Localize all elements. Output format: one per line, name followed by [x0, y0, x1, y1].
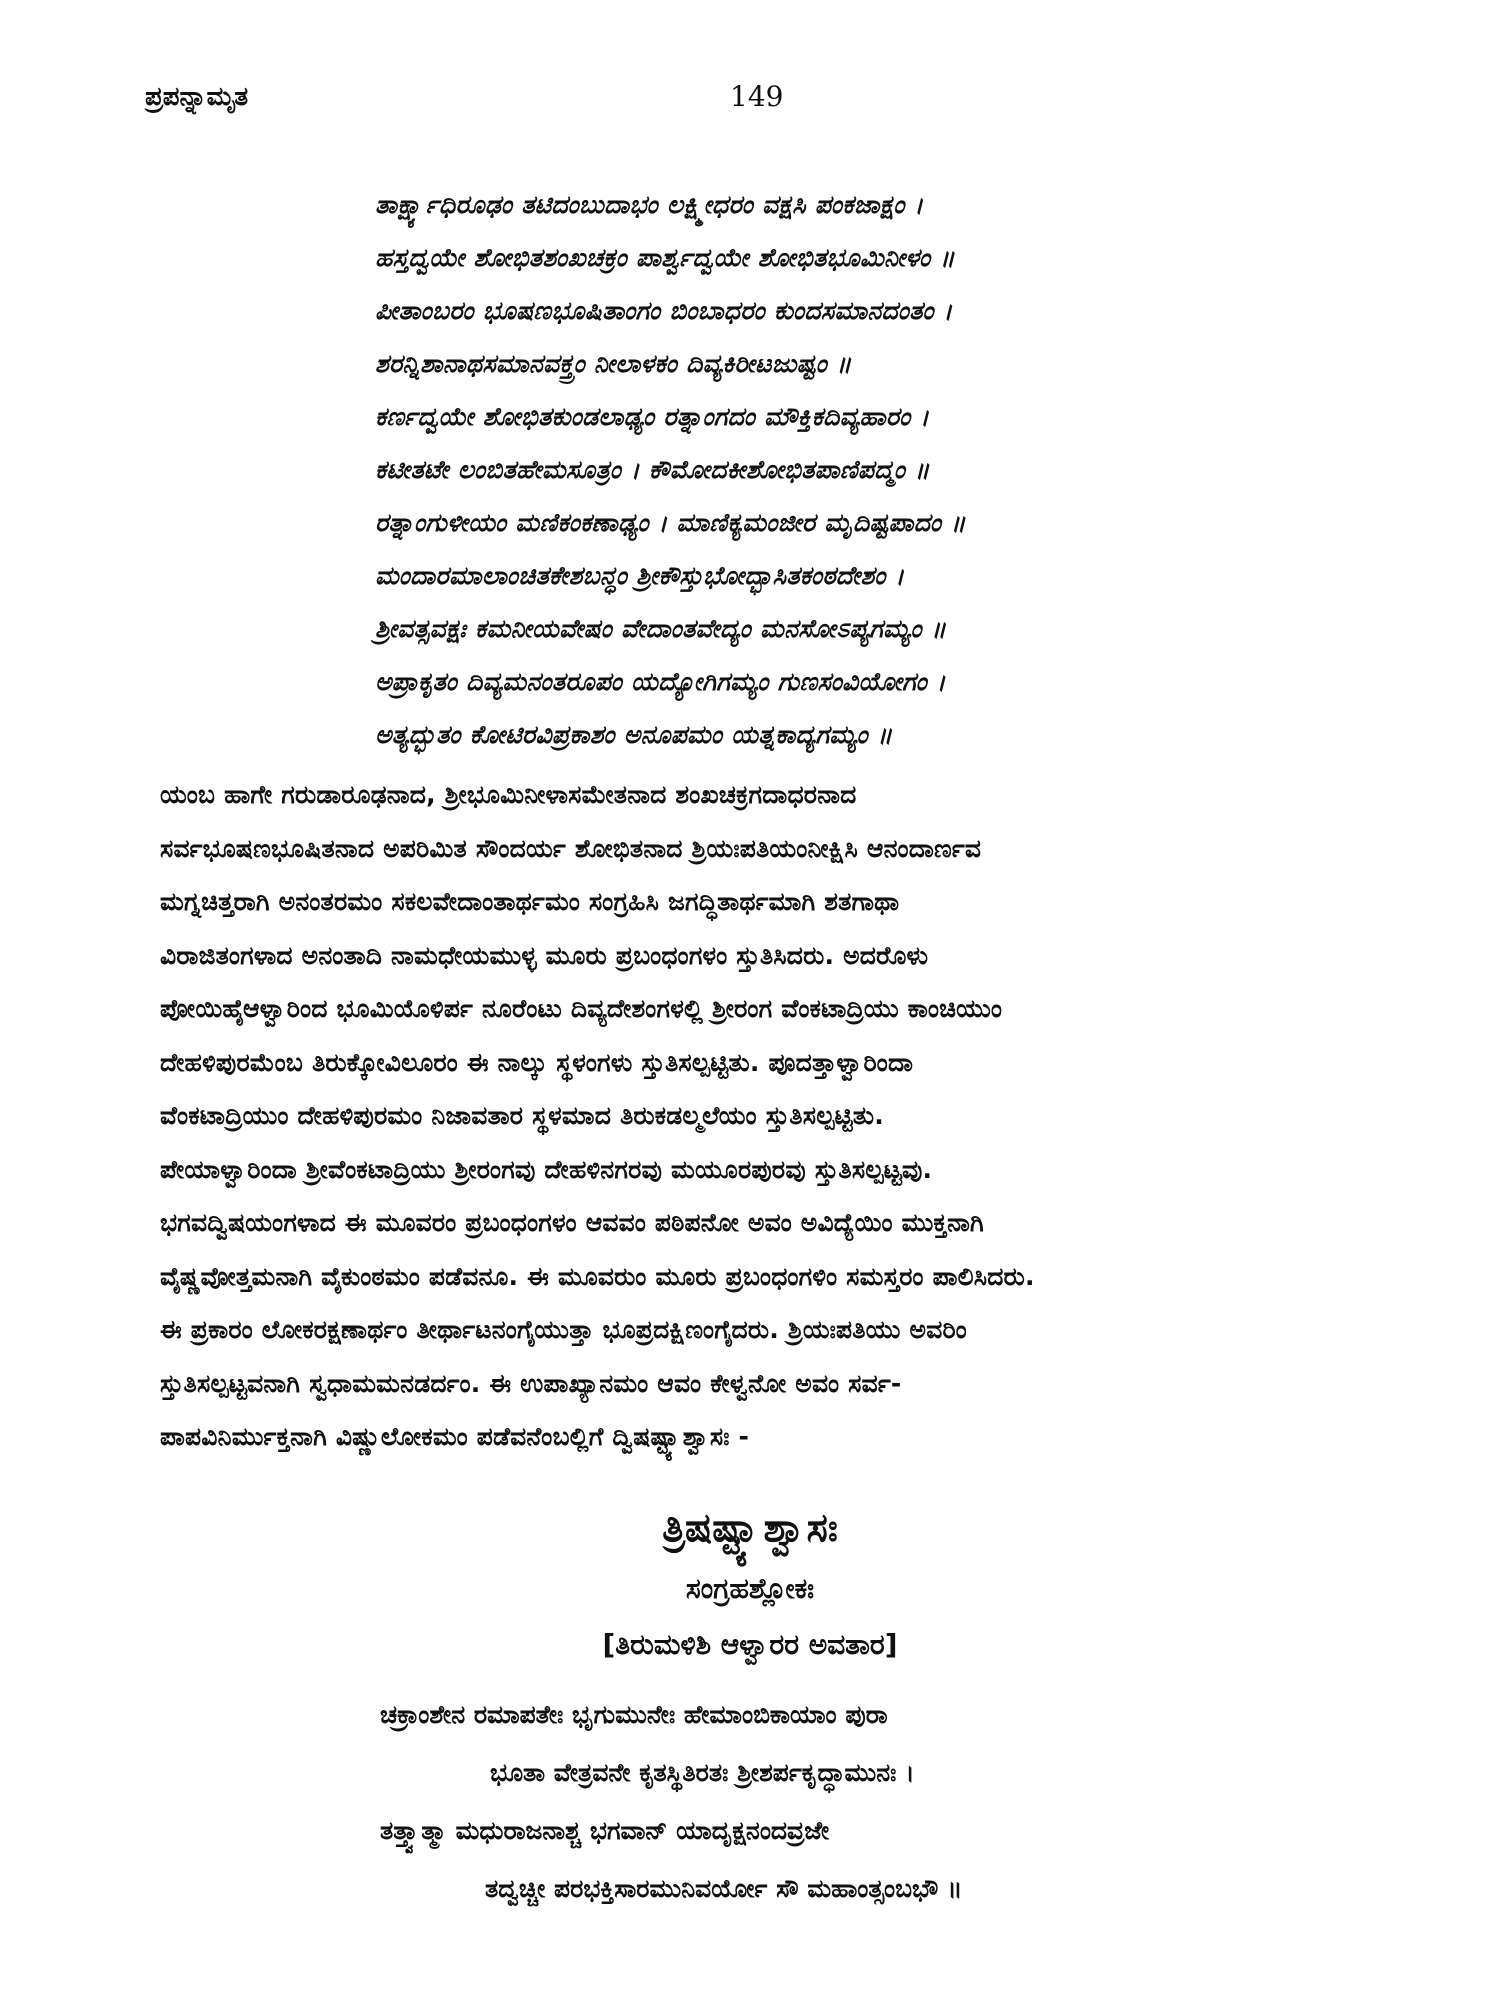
verse-line: ಶ್ರೀವತ್ಸವಕ್ಷಃ ಕಮನೀಯವೇಷಂ ವೇದಾಂತವೇದ್ಯಂ ಮನಸೋಽಪ್ಯಗಮ್ಯಂ ॥ — [375, 614, 947, 643]
prose-line: ವೈಷ್ಣವೋತ್ತಮನಾಗಿ ವೈಕುಂಠಮಂ ಪಡೆವನೂ. ಈ ಮೂವರುಂ ಮೂರು ಪ್ರಬಂಧಂಗಳಿಂ ಸಮಸ್ತರಂ ಪಾಲಿಸಿದರು. — [160, 1261, 1035, 1291]
section-subtitle: ಸಂಗ್ರಹಶ್ಲೋಕಃ — [685, 1572, 815, 1605]
prose-line: ಸ್ತುತಿಸಲ್ಪಟ್ಟವನಾಗಿ ಸ್ವಧಾಮಮನಡರ್ದಂ. ಈ ಉಪಾಖ್ಯಾನಮಂ ಆವಂ ಕೇಳ್ವನೋ ಅವಂ ಸರ್ವ- — [160, 1368, 902, 1398]
sloka-line: ಚಕ್ರಾಂಶೇನ ರಮಾಪತೇಃ ಭೃಗುಮುನೇಃ ಹೇಮಾಂಬಿಕಾಯಾಂ ಪುರಾ — [380, 1700, 888, 1729]
sloka-block — [0, 1686, 1500, 1918]
prose-line: ಪೇಯಾಳ್ವಾರಿಂದಾ ಶ್ರೀವೆಂಕಟಾದ್ರಿಯು ಶ್ರೀರಂಗವು ದೇಹಳಿನಗರವು ಮಯೂರಪುರವು ಸ್ತುತಿಸಲ್ಪಟ್ಟವು. — [160, 1154, 933, 1184]
section-title: ತ್ರಿಷಷ್ಟ್ಯಾಶ್ವಾಸಃ — [662, 1505, 838, 1551]
verse-line: ಪೀತಾಂಬರಂ ಭೂಷಣಭೂಷಿತಾಂಗಂ ಬಿಂಬಾಧರಂ ಕುಂದಸಮಾನದಂತಂ । — [375, 296, 953, 325]
verse-line: ರತ್ನಾಂಗುಳೀಯಂ ಮಣಿಕಂಕಣಾಢ್ಯಂ । ಮಾಣಿಕ್ಯಮಂಜೀರ ಮೃದಿಷ್ಟಪಾದಂ ॥ — [375, 508, 966, 537]
running-head: ಪ್ರಪನ್ನಾಮೃತ — [145, 82, 249, 112]
sloka-line: ತತ್ತ್ವಾತ್ಮಾ ಮಧುರಾಜನಾಶ್ಚ ಭಗವಾನ್ ಯಾದೃಕ್ಷನಂದವ್ರಜೇ — [380, 1816, 830, 1845]
verse-line: ಕಟೀತಟೇ ಲಂಬಿತಹೇಮಸೂತ್ರಂ । ಕೌಮೋದಕೀಶೋಭಿತಪಾಣಿಪದ್ಮಂ ॥ — [375, 455, 930, 484]
prose-line: ವೆಂಕಟಾದ್ರಿಯುಂ ದೇಹಳಿಪುರಮಂ ನಿಜಾವತಾರ ಸ್ಥಳಮಾದ ತಿರುಕಡಲ್ಮಲೆಯಂ ಸ್ತುತಿಸಲ್ಪಟ್ಟಿತು. — [160, 1101, 884, 1130]
prose-line: ದೇಹಳಿಪುರಮೆಂಬ ತಿರುಕ್ಕೋವಿಲೂರಂ ಈ ನಾಲ್ಕು ಸ್ಥಳಂಗಳು ಸ್ತುತಿಸಲ್ಪಟ್ಟಿತು. ಪೂದತ್ತಾಳ್ವಾರಿಂದಾ — [160, 1047, 914, 1077]
section-bracket-heading: [ತಿರುಮಳಿಶಿ ಆಳ್ವಾರರ ಅವತಾರ] — [602, 1628, 898, 1661]
verse-line: ಕರ್ಣದ್ವಯೇ ಶೋಭಿತಕುಂಡಲಾಢ್ಯಂ ರತ್ನಾಂಗದಂ ಮೌಕ್ತಿಕದಿವ್ಯಹಾರಂ । — [375, 402, 930, 431]
prose-line: ಪಾಪವಿನಿರ್ಮುಕ್ತನಾಗಿ ವಿಷ್ಣುಲೋಕಮಂ ಪಡೆವನೆಂಬಲ್ಲಿಗೆ ದ್ವಿಷಷ್ಟ್ಯಾಶ್ವಾಸಃ - — [160, 1422, 750, 1451]
sloka-line: ತದ್ವಚ್ಚೀ ಪರಭಕ್ತಿಸಾರಮುನಿವರ್ಯೋ ಸೌ ಮಹಾಂತ್ಸಂಬಭೌ ॥ — [485, 1874, 963, 1903]
prose-paragraph — [160, 768, 1350, 1464]
verse-line: ಅಪ್ರಾಕೃತಂ ದಿವ್ಯಮನಂತರೂಪಂ ಯದ್ಯೋಗಿಗಮ್ಯಂ ಗುಣಸಂವಿಯೋಗಂ । — [375, 667, 946, 696]
verse-line: ಮಂದಾರಮಾಲಾಂಚಿತಕೇಶಬನ್ಧಂ ಶ್ರೀಕೌಸ್ತುಭೋದ್ಭಾಸಿತಕಂಠದೇಶಂ । — [375, 561, 905, 590]
prose-line: ವಿರಾಜಿತಂಗಳಾದ ಅನಂತಾದಿ ನಾಮಧೇಯಮುಳ್ಳ ಮೂರು ಪ್ರಬಂಧಂಗಳಂ ಸ್ತುತಿಸಿದರು. ಅದರೊಳು — [160, 940, 929, 970]
prose-line: ಮಗ್ನಚಿತ್ತರಾಗಿ ಅನಂತರಮಂ ಸಕಲವೇದಾಂತಾರ್ಥಮಂ ಸಂಗ್ರಹಿಸಿ ಜಗದ್ಧಿತಾರ್ಥಮಾಗಿ ಶತಗಾಥಾ — [160, 887, 900, 916]
prose-line: ಪೋಯಿಹೈಆಳ್ವಾರಿಂದ ಭೂಮಿಯೊಳಿರ್ಪ ನೂರೆಂಟು ದಿವ್ಯದೇಶಂಗಳಲ್ಲಿ ಶ್ರೀರಂಗ ವೆಂಕಟಾದ್ರಿಯು ಕಾಂಚಿಯುಂ — [160, 994, 1003, 1023]
prose-line: ಭಗವದ್ವಿಷಯಂಗಳಾದ ಈ ಮೂವರಂ ಪ್ರಬಂಧಂಗಳಂ ಆವವಂ ಪಠಿಪನೋ ಅವಂ ಅವಿದ್ಯೆಯಿಂ ಮುಕ್ತನಾಗಿ — [160, 1208, 984, 1237]
prose-line: ಸರ್ವಭೂಷಣಭೂಷಿತನಾದ ಅಪರಿಮಿತ ಸೌಂದರ್ಯ ಶೋಭಿತನಾದ ಶ್ರಿಯಃಪತಿಯಂನೀಕ್ಷಿಸಿ ಆನಂದಾರ್ಣವ — [160, 833, 982, 863]
verse-line: ಹಸ್ತದ್ವಯೇ ಶೋಭಿತಶಂಖಚಕ್ರಂ ಪಾರ್ಶ್ವದ್ವಯೇ ಶೋಭಿತಭೂಮಿನೀಳಂ ॥ — [375, 243, 955, 272]
verse-line: ತಾರ್ಕ್ಷ್ಯಾಧಿರೂಢಂ ತಟಿದಂಬುದಾಭಂ ಲಕ್ಷ್ಮೀಧರಂ ವಕ್ಷಸಿ ಪಂಕಜಾಕ್ಷಂ । — [375, 190, 924, 219]
verse-line: ಅತ್ಯದ್ಭುತಂ ಕೋಟಿರವಿಪ್ರಕಾಶಂ ಅನೂಪಮಂ ಯತ್ನಕಾದ್ಯಗಮ್ಯಂ ॥ — [375, 720, 893, 749]
verse-block — [375, 178, 966, 761]
verse-line: ಶರನ್ನಿಶಾನಾಥಸಮಾನವಕ್ತ್ರಂ ನೀಲಾಳಕಂ ದಿವ್ಯಕಿರೀಟಜುಷ್ಟಂ ॥ — [375, 349, 852, 378]
prose-line: ಯಂಬ ಹಾಗೇ ಗರುಡಾರೂಢನಾದ, ಶ್ರೀಭೂಮಿನೀಳಾಸಮೇತನಾದ ಶಂಖಚಕ್ರಗದಾಧರನಾದ — [160, 780, 857, 809]
sloka-line: ಭೂತಾ ವೇತ್ರವನೇ ಕೃತಸ್ಥಿತಿರತಃ ಶ್ರೀಶರ್ಪಕೃದ್ಧಾಮುನಃ । — [490, 1758, 915, 1787]
page-number: 149 — [730, 80, 784, 113]
prose-line: ಈ ಪ್ರಕಾರಂ ಲೋಕರಕ್ಷಣಾರ್ಥಂ ತೀರ್ಥಾಟನಂಗೈಯುತ್ತಾ ಭೂಪ್ರದಕ್ಷಿಣಂಗೈದರು. ಶ್ರಿಯಃಪತಿಯು ಅವರಿಂ — [160, 1315, 967, 1344]
